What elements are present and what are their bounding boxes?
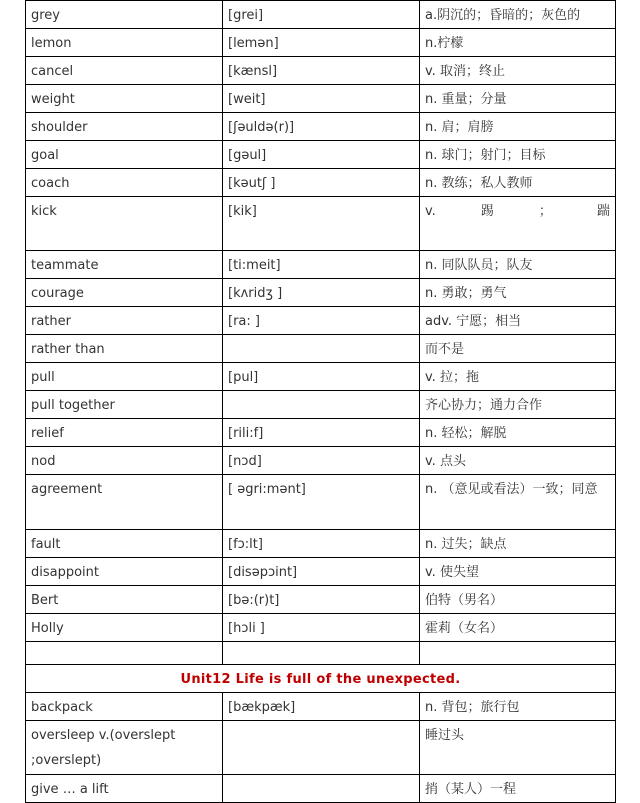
word-cell: relief [26,419,223,447]
meaning-cell: n. 重量；分量 [420,85,616,113]
phonetic-cell: [disəpɔint] [223,558,420,586]
phonetic-cell: [kænsl] [223,57,420,85]
word-cell: agreement [26,475,223,530]
table-row [26,391,616,419]
word-cell: nod [26,447,223,475]
table-row [26,775,616,803]
phonetic-cell: [grei] [223,1,420,29]
table-row [26,85,616,113]
word-cell: rather [26,307,223,335]
table-row [26,363,616,391]
word-cell: goal [26,141,223,169]
empty-cell [26,642,223,665]
phonetic-cell: [kʌridʒ ] [223,279,420,307]
meaning-cell: n. 同队队员；队友 [420,251,616,279]
phonetic-cell [223,721,420,775]
table-row [26,141,616,169]
meaning-part: 踹 [596,204,610,219]
meaning-cell: n. 轻松；解脱 [420,419,616,447]
meaning-cell: n. （意见或看法）一致；同意 [420,475,616,530]
phonetic-cell: [fɔ:lt] [223,530,420,558]
meaning-cell: a.阴沉的；昏暗的；灰色的 [420,1,616,29]
phonetic-cell: [kik] [223,197,420,251]
meaning-cell: 齐心协力；通力合作 [420,391,616,419]
word-cell: grey [26,1,223,29]
phonetic-cell [223,775,420,803]
phonetic-cell: [pul] [223,363,420,391]
word-cell: Bert [26,586,223,614]
table-row [26,1,616,29]
table-row [26,419,616,447]
phonetic-cell: [nɔd] [223,447,420,475]
meaning-cell: v. 点头 [420,447,616,475]
word-cell: kick [26,197,223,251]
meaning-cell: n. 过失；缺点 [420,530,616,558]
word-cell: weight [26,85,223,113]
phonetic-cell: [bækpæk] [223,693,420,721]
empty-row [26,642,616,665]
word-cell: coach [26,169,223,197]
meaning-cell: v. 使失望 [420,558,616,586]
meaning-cell: 捎（某人）一程 [420,775,616,803]
word-cell: lemon [26,29,223,57]
meaning-cell: n. 背包；旅行包 [420,693,616,721]
table-row [26,614,616,642]
phonetic-cell: [ra: ] [223,307,420,335]
table-row [26,693,616,721]
vocabulary-table [25,0,616,803]
unit-title: Unit12 Life is full of the unexpected. [26,665,616,693]
meaning-cell: n.柠檬 [420,29,616,57]
table-row [26,558,616,586]
meaning-cell: 霍莉（女名） [420,614,616,642]
table-row [26,197,616,251]
meaning-part: v. [425,204,436,219]
meaning-cell: v. 取消；终止 [420,57,616,85]
word-cell: backpack [26,693,223,721]
meaning-cell: 伯特（男名） [420,586,616,614]
word-cell: oversleep v.(overslept ;overslept) [26,721,223,775]
table-row [26,335,616,363]
word-cell: pull together [26,391,223,419]
meaning-cell: n. 勇敢；勇气 [420,279,616,307]
word-cell: disappoint [26,558,223,586]
table-row [26,475,616,530]
table-row [26,279,616,307]
phonetic-cell: [ʃəuldə(r)] [223,113,420,141]
phonetic-cell: [weit] [223,85,420,113]
meaning-cell [420,197,616,251]
table-row [26,29,616,57]
justified-meaning [425,199,610,224]
meaning-cell: 睡过头 [420,721,616,775]
phonetic-cell: [gəul] [223,141,420,169]
table-row [26,169,616,197]
empty-cell [223,642,420,665]
phonetic-cell [223,335,420,363]
phonetic-cell: [rili:f] [223,419,420,447]
table-row [26,586,616,614]
word-cell: give … a lift [26,775,223,803]
phonetic-cell: [kəutʃ ] [223,169,420,197]
word-cell: Holly [26,614,223,642]
phonetic-cell: [hɔli ] [223,614,420,642]
word-cell: rather than [26,335,223,363]
meaning-cell: n. 教练；私人教师 [420,169,616,197]
meaning-cell: v. 拉；拖 [420,363,616,391]
meaning-cell: n. 球门；射门；目标 [420,141,616,169]
phonetic-cell: [ əgri:mənt] [223,475,420,530]
meaning-part: 踢 [480,204,494,219]
table-row [26,307,616,335]
phonetic-cell: [bə:(r)t] [223,586,420,614]
table-row [26,447,616,475]
word-cell: courage [26,279,223,307]
phonetic-cell: [ti:meit] [223,251,420,279]
word-cell: pull [26,363,223,391]
word-cell: shoulder [26,113,223,141]
empty-cell [420,642,616,665]
word-cell: fault [26,530,223,558]
word-cell: teammate [26,251,223,279]
table-row [26,721,616,775]
meaning-cell: 而不是 [420,335,616,363]
table-row [26,530,616,558]
table-row [26,113,616,141]
word-cell: cancel [26,57,223,85]
meaning-cell: n. 肩；肩膀 [420,113,616,141]
meaning-cell: adv. 宁愿；相当 [420,307,616,335]
phonetic-cell: [lemən] [223,29,420,57]
table-row [26,57,616,85]
meaning-part: ； [538,204,552,219]
phonetic-cell [223,391,420,419]
table-row [26,251,616,279]
unit-header-row [26,665,616,693]
